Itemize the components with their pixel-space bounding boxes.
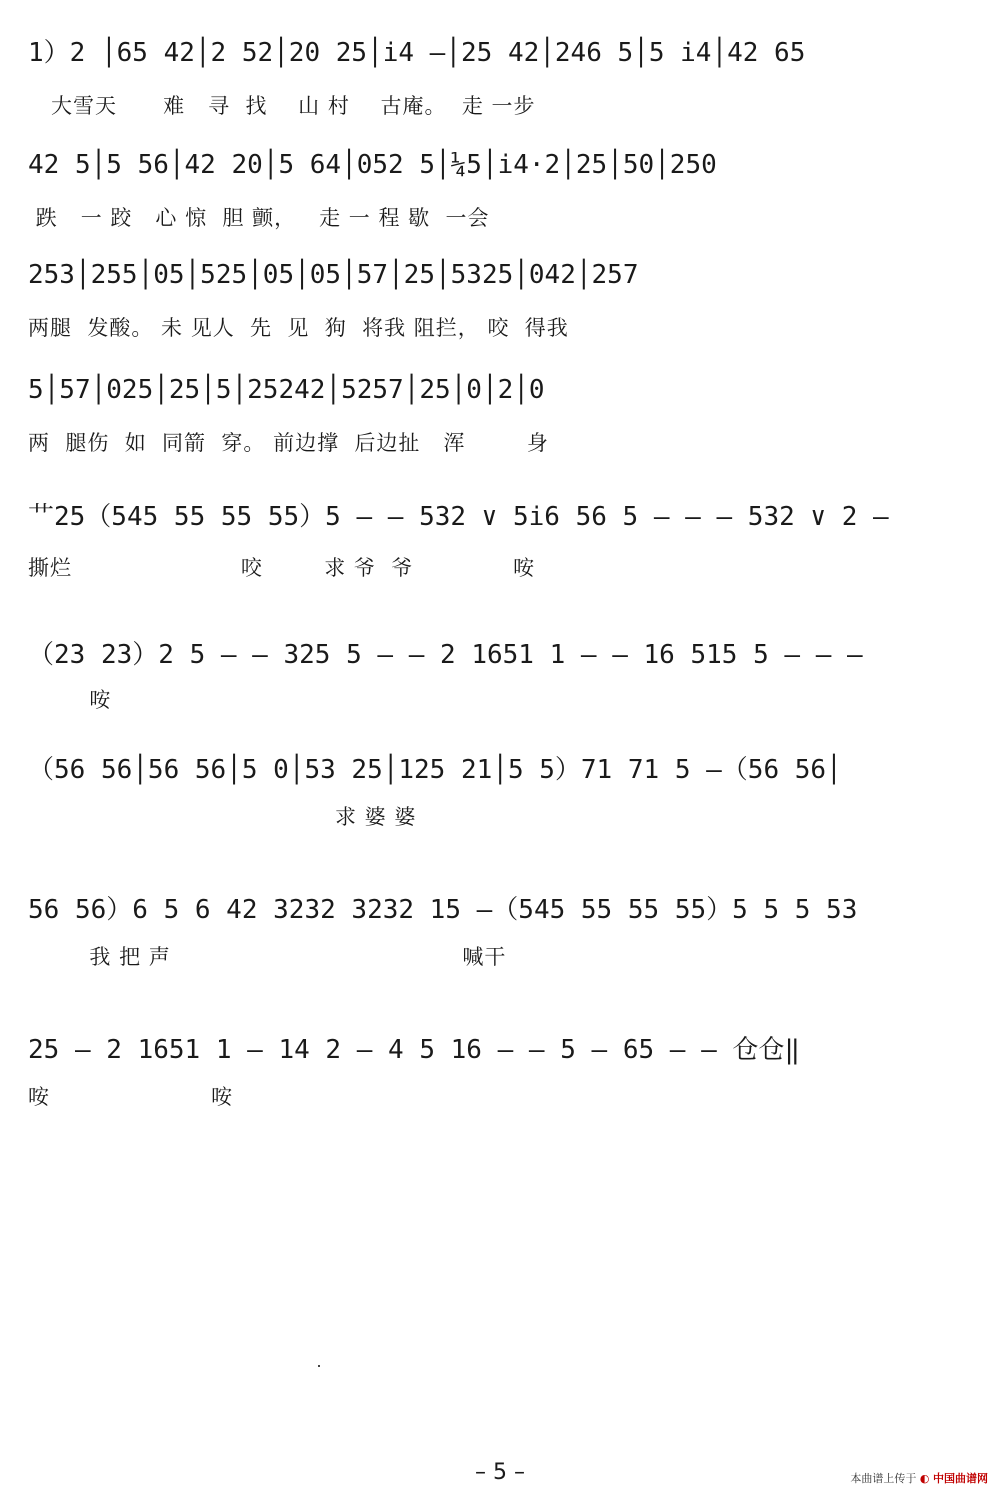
scan-speck xyxy=(318,1365,320,1367)
lyrics-line: 两腿 发酸。 未 见人 先 见 狗 将我 阻拦， 咬 得我 xyxy=(28,316,569,340)
footer-credit xyxy=(850,1470,988,1486)
lyrics-line: 我 把 声 喊干 xyxy=(28,945,507,969)
site-name: 中国曲谱网 xyxy=(933,1472,988,1485)
notation-line: 253│255│05│525│05│05│57│25│5325│042│257 xyxy=(28,260,639,290)
notation-line: 42 5│5 56│42 20│5 64│052 5│¼5│i4·2│25│50│250 xyxy=(28,150,717,180)
lyrics-line: 求 婆 婆 xyxy=(28,805,417,829)
upload-text: 本曲谱上传于 xyxy=(850,1472,917,1485)
notation-line: （56 56│56 56│5 0│53 25│125 21│5 5）71 71 5 –（56 56│ xyxy=(28,755,842,785)
site-logo-icon: ◐ xyxy=(919,1472,930,1485)
notation-line: 56 56）6 5 6 42 3232 3232 15 –（545 55 55 55）5 5 5 53 xyxy=(28,895,858,925)
lyrics-line: 撕烂 咬 求 爷 爷 咹 xyxy=(28,556,536,580)
notation-line: 1）2 │65 42│2 52│20 25│i4 –│25 42│246 5│5 i4│42 65 xyxy=(28,38,806,68)
notation-line: 5│57│025│25│5│25242│5257│25│0│2│0 xyxy=(28,375,545,405)
page-number: – 5 – xyxy=(475,1460,525,1485)
notation-line: 艹25（545 55 55 55）5 – – 532 ∨ 5i6 56 5 – – – 532 ∨ 2 – xyxy=(28,502,889,532)
lyrics-line: 跌 一 跤 心 惊 胆 颤， 走 一 程 歇 一会 xyxy=(28,206,490,230)
notation-line: 25 – 2 1651 1 – 14 2 – 4 5 16 – – 5 – 65 – – 仓仓‖ xyxy=(28,1035,801,1065)
lyrics-line: 咹 xyxy=(28,688,112,712)
lyrics-line: 咹 咹 xyxy=(28,1085,234,1109)
lyrics-line: 大雪天 难 寻 找 山 村 古庵。 走 一步 xyxy=(28,94,536,118)
lyrics-line: 两 腿伤 如 同箭 穿。 前边撑 后边扯 浑 身 xyxy=(28,431,549,455)
notation-line: （23 23）2 5 – – 325 5 – – 2 1651 1 – – 16 515 5 – – – xyxy=(28,640,863,670)
